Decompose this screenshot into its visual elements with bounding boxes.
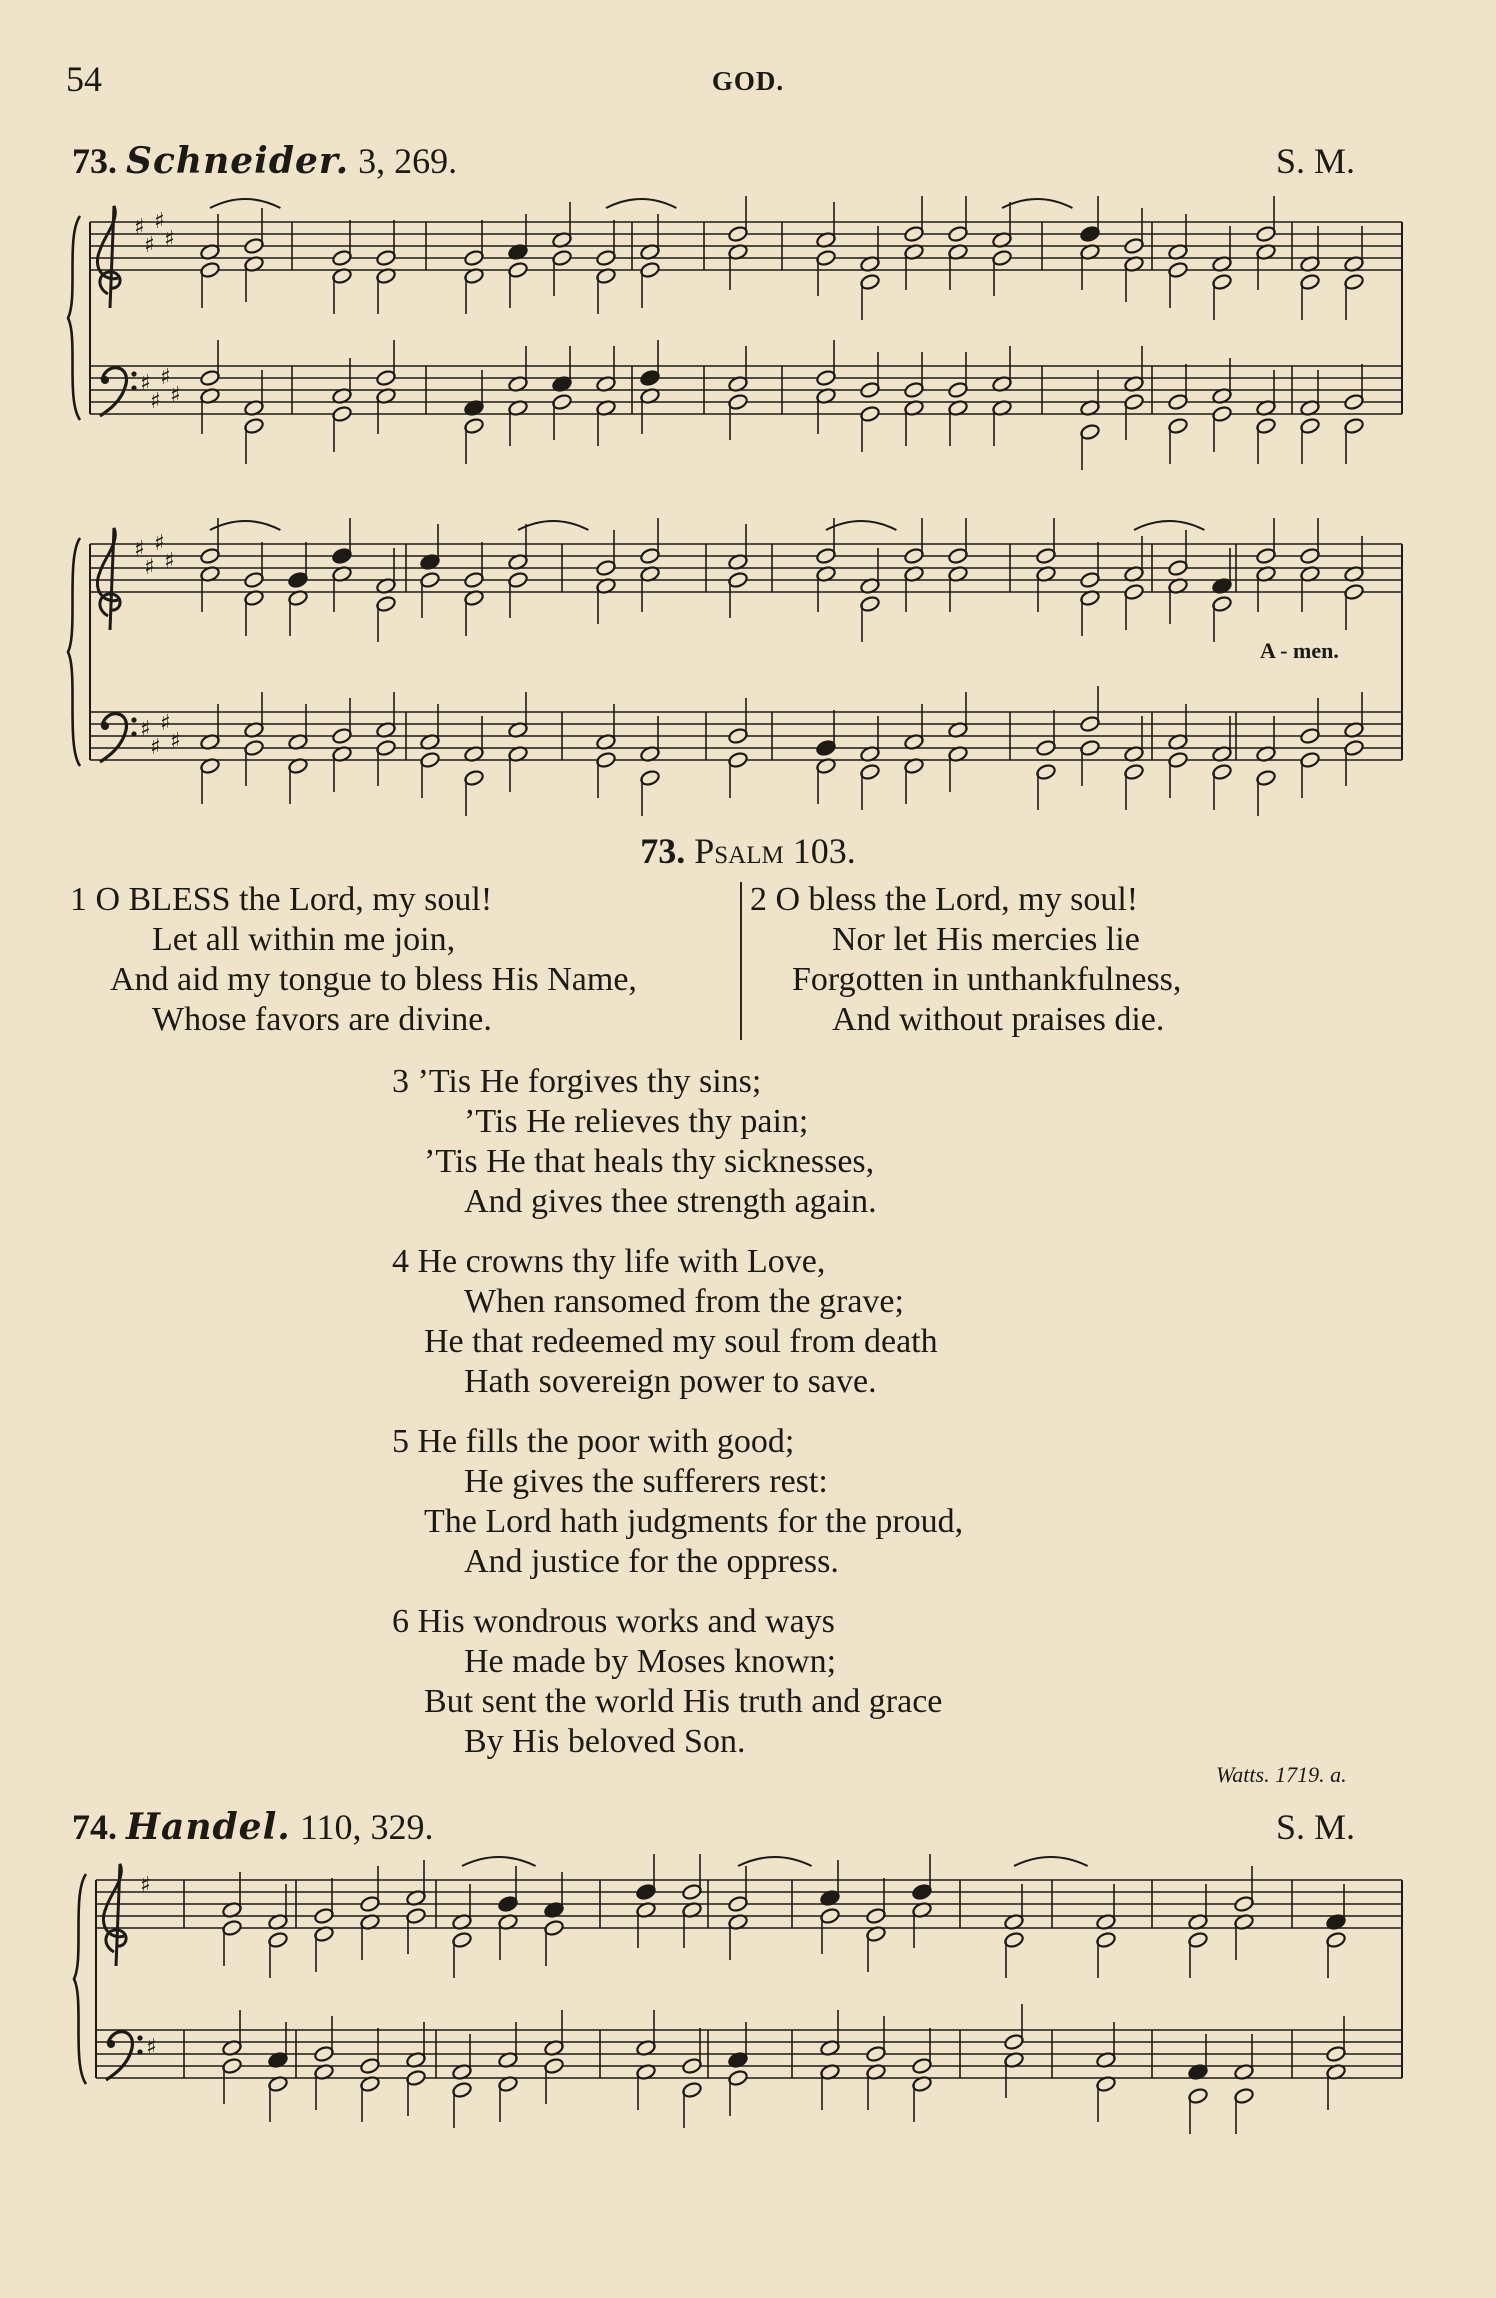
sharp-icon: ♯ — [140, 717, 151, 742]
stanza-line: Forgotten in unthankfulness, — [792, 961, 1182, 998]
stanza-number: 1 — [70, 881, 87, 918]
sharp-icon: ♯ — [140, 371, 151, 396]
bass-clef-icon — [100, 714, 126, 762]
sharp-icon: ♯ — [154, 531, 165, 556]
bass-clef-dot — [131, 717, 136, 722]
page-number: 54 — [66, 59, 102, 99]
tune-74-name: Handel. — [126, 1806, 291, 1848]
amen-label: A - men. — [1260, 638, 1339, 663]
bass-clef-dot — [101, 376, 109, 384]
attribution: Watts. 1719. a. — [1216, 1762, 1347, 1787]
stanza-line: And aid my tongue to bless His Name, — [110, 961, 637, 998]
stanza-line: ’Tis He forgives thy sins; — [417, 1063, 762, 1100]
stanza-line: But sent the world His truth and grace — [424, 1683, 943, 1720]
bass-clef-dot — [131, 385, 136, 390]
stanza-line: By His beloved Son. — [464, 1723, 746, 1760]
slur — [826, 521, 896, 530]
tune-74-refs: 110, 329. — [299, 1807, 434, 1847]
slur — [1002, 199, 1072, 208]
stanza-1 — [70, 880, 637, 1040]
psalm-number: 73. — [640, 831, 686, 871]
sharp-icon: ♯ — [154, 209, 165, 234]
sharp-icon: ♯ — [164, 227, 175, 252]
stanza-line: O BLESS the Lord, my soul! — [95, 881, 493, 918]
bass-clef-dot — [107, 2040, 115, 2048]
bass-clef-icon — [106, 2032, 132, 2080]
stanza-line: He that redeemed my soul from death — [424, 1323, 938, 1360]
bass-clef-dot — [137, 2049, 142, 2054]
slur — [606, 199, 676, 208]
sharp-icon: ♯ — [134, 537, 145, 562]
slur — [738, 1857, 812, 1866]
column-divider — [740, 882, 742, 1040]
slur — [1014, 1857, 1088, 1866]
stanza-line: Hath sovereign power to save. — [464, 1363, 877, 1400]
tune-73-refs: 3, 269. — [358, 141, 458, 181]
sharp-icon: ♯ — [150, 735, 161, 760]
psalm-title — [0, 830, 1496, 872]
stanza-line: He fills the poor with good; — [417, 1423, 795, 1460]
psalm-title-text: Psalm 103. — [694, 831, 856, 871]
slur — [210, 521, 280, 530]
stanza-line: His wondrous works and ways — [417, 1603, 835, 1640]
tune-73-meter: S. M. — [1276, 141, 1356, 181]
sharp-icon: ♯ — [170, 729, 181, 754]
stanza-number: 4 — [392, 1243, 409, 1280]
tune-74-number: 74. — [72, 1807, 117, 1847]
system-brace — [68, 538, 80, 766]
stanza-line: ’Tis He relieves thy pain; — [464, 1103, 809, 1140]
stanza-line: He gives the sufferers rest: — [464, 1463, 828, 1500]
stanza-line: Whose favors are divine. — [152, 1001, 492, 1038]
sharp-icon: ♯ — [164, 549, 175, 574]
slur — [518, 521, 588, 530]
stanza-number: 6 — [392, 1603, 409, 1640]
tune-74-meter: S. M. — [1276, 1807, 1356, 1847]
stanza-line: He crowns thy life with Love, — [417, 1243, 826, 1280]
sharp-icon: ♯ — [160, 365, 171, 390]
stanza-3 — [392, 1062, 877, 1222]
stanza-line: Nor let His mercies lie — [832, 921, 1140, 958]
sharp-icon: ♯ — [144, 233, 155, 258]
sharp-icon: ♯ — [160, 711, 171, 736]
stanza-number: 5 — [392, 1423, 409, 1460]
sharp-icon: ♯ — [140, 1873, 151, 1898]
bass-clef-dot — [137, 2035, 142, 2040]
sharp-icon: ♯ — [144, 555, 155, 580]
tune-74-heading — [72, 1806, 433, 1848]
stanza-line: When ransomed from the grave; — [464, 1283, 904, 1320]
stanza-line: He made by Moses known; — [464, 1643, 837, 1680]
stanza-number: 3 — [392, 1063, 409, 1100]
stanza-line: And gives thee strength again. — [464, 1183, 877, 1220]
slur — [462, 1857, 536, 1866]
bass-clef-dot — [131, 371, 136, 376]
system-brace — [68, 216, 80, 420]
stanza-line: And without praises die. — [832, 1001, 1165, 1038]
tune-73-number: 73. — [72, 141, 117, 181]
bass-clef-icon — [100, 368, 126, 416]
sharp-icon: ♯ — [134, 215, 145, 240]
bass-clef-dot — [131, 731, 136, 736]
sharp-icon: ♯ — [170, 383, 181, 408]
slur — [210, 199, 280, 208]
stanza-line: ’Tis He that heals thy sicknesses, — [424, 1143, 875, 1180]
system-brace — [74, 1874, 86, 2084]
bass-clef-dot — [101, 722, 109, 730]
stanza-line: And justice for the oppress. — [464, 1543, 839, 1580]
running-head: GOD. — [711, 66, 785, 96]
sharp-icon: ♯ — [150, 389, 161, 414]
stanza-line: The Lord hath judgments for the proud, — [424, 1503, 964, 1540]
slur — [1134, 521, 1204, 530]
stanza-line: Let all within me join, — [152, 921, 456, 958]
stanza-4 — [392, 1242, 938, 1402]
stanza-2 — [750, 880, 1181, 1040]
stanza-6 — [392, 1602, 942, 1762]
tune-73-name: Schneider. — [126, 140, 350, 182]
stanza-5 — [392, 1422, 963, 1582]
stanza-number: 2 — [750, 881, 767, 918]
stanza-line: O bless the Lord, my soul! — [775, 881, 1139, 918]
sharp-icon: ♯ — [146, 2035, 157, 2060]
